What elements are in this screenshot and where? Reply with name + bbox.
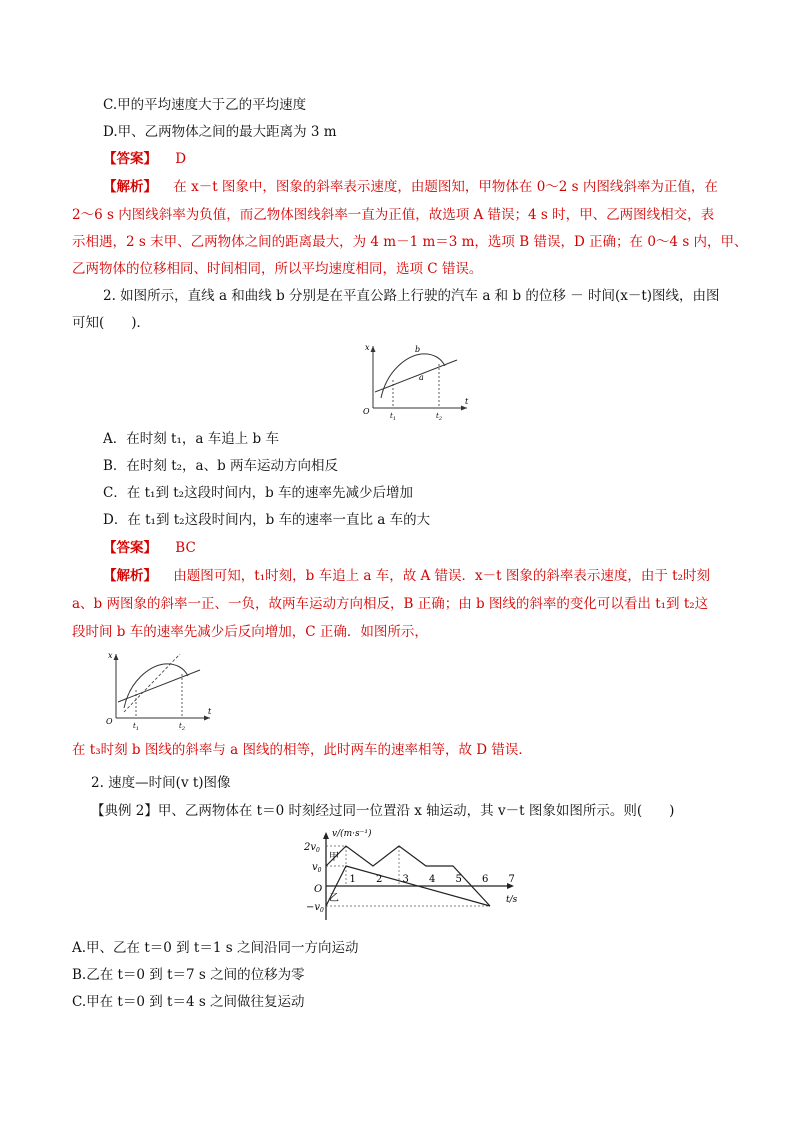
tick-label-t2: $t_2$: [436, 412, 443, 422]
y-tick-v0: $v_0$: [312, 862, 322, 874]
answer-2: [103, 539, 196, 557]
axis-label-x: x: [108, 651, 113, 660]
answer-value: BC: [175, 540, 196, 556]
y-axis-label: v/(m·s⁻¹): [332, 829, 372, 839]
example-2-stem: 【典例 2】甲、乙两物体在 t＝0 时刻经过同一位置沿 x 轴运动，其 v－t 图象如图所示。则( ): [91, 803, 675, 819]
answer-1: [103, 150, 186, 168]
question-2-line-2: 可知( )．: [72, 315, 151, 331]
question-2-line-1: 2. 如图所示，直线 a 和曲线 b 分别是在平直公路上行驶的汽车 a 和 b 的位移 － 时间(x－t)图线，由图: [103, 288, 720, 304]
series-label-yi: 乙: [329, 893, 339, 904]
option-c-text: C.甲的平均速度大于乙的平均速度: [103, 97, 307, 113]
example-2-option-a: A.甲、乙在 t＝0 到 t＝1 s 之间沿同一方向运动: [72, 940, 359, 956]
x-axis-label: t/s: [506, 895, 518, 905]
example-tag: 【典例 2】: [91, 803, 158, 819]
origin-label: O: [106, 717, 113, 726]
option-d: D．在 t₁到 t₂这段时间内，b 车的速率一直比 a 车的大: [103, 512, 431, 528]
section-heading-vt: 2. 速度—时间(v t)图像: [91, 775, 231, 791]
option-c: C．在 t₁到 t₂这段时间内，b 车的速率先减少后增加: [103, 485, 414, 501]
figure-vt-graph: [300, 828, 532, 926]
series-label-jia: 甲: [329, 852, 339, 863]
y-tick-neg-v0: $-v_0$: [306, 902, 324, 914]
axis-label-x: x: [365, 343, 370, 352]
x-tick-2: 2: [376, 874, 383, 885]
answer-tag: 【答案】: [103, 540, 157, 556]
explanation-2-line-1: 【解析】 由题图可知，t₁时刻，b 车追上 a 车，故 A 错误．x－t 图象的斜率表示速度，由于 t₂时刻: [103, 568, 710, 584]
origin-label: O: [363, 407, 370, 416]
explanation-tag: 【解析】: [103, 179, 157, 195]
x-tick-6: 6: [482, 874, 489, 885]
x-tick-7: 7: [508, 874, 515, 885]
y-tick-2v0: $2v_0$: [304, 842, 320, 854]
tick-label-t2: $t_2$: [179, 722, 186, 732]
x-tick-4: 4: [429, 874, 436, 885]
x-tick-labels: [350, 874, 515, 885]
example-2-option-c: C.甲在 t＝0 到 t＝4 s 之间做往复运动: [72, 994, 305, 1010]
curve-label-b: b: [415, 345, 421, 354]
explanation-2-line-3: 段时间 b 车的速率先减少后反向增加，C 正确．如图所示，: [72, 624, 428, 640]
figure-xt-graph: [355, 340, 475, 422]
origin-label: O: [314, 884, 323, 895]
x-tick-1: 1: [349, 874, 356, 885]
x-tick-5: 5: [455, 874, 462, 885]
x-tick-3: 3: [402, 874, 409, 885]
explanation-1-line-4: 乙两物体的位移相同、时间相同，所以平均速度相同，选项 C 错误。: [72, 261, 483, 277]
explanation-2-line-2: a、b 两图象的斜率一正、一负，故两车运动方向相反，B 正确；由 b 图线的斜率的变化可以看出 t₁到 t₂这: [72, 596, 709, 612]
explanation-1-line-3: 示相遇，2 s 末甲、乙两物体之间的距离最大，为 4 m－1 m＝3 m，选项 B 错误，D 正确；在 0～4 s 内，甲、: [72, 234, 748, 250]
option-b: B．在时刻 t₂，a、b 两车运动方向相反: [103, 458, 339, 474]
axis-label-t: t: [465, 397, 469, 406]
line-label-a: a: [419, 373, 424, 382]
tick-label-t1: $t_1$: [133, 722, 140, 732]
tick-label-t1: $t_1$: [390, 412, 397, 422]
explanation-1-line-2: 2～6 s 内图线斜率为负值，而乙物体图线斜率一直为正值，故选项 A 错误；4 s 时，甲、乙两图线相交，表: [72, 207, 715, 223]
figure-xt-graph-tangent: [98, 648, 218, 732]
explanation-tag: 【解析】: [103, 568, 157, 584]
answer-value: D: [175, 151, 187, 167]
example-2-option-b: B.乙在 t＝0 到 t＝7 s 之间的位移为零: [72, 967, 305, 983]
answer-tag: 【答案】: [103, 151, 157, 167]
option-a: A．在时刻 t₁，a 车追上 b 车: [103, 431, 279, 447]
option-d-text: D.甲、乙两物体之间的最大距离为 3 m: [103, 124, 337, 140]
explanation-2-line-4: 在 t₃时刻 b 图线的斜率与 a 图线的相等，此时两车的速率相等，故 D 错误．: [72, 742, 532, 758]
explanation-1-line-1: 【解析】 在 x－t 图象中，图象的斜率表示速度，由题图知，甲物体在 0～2 s 内图线斜率为正值，在: [103, 179, 718, 195]
axis-label-t: t: [208, 707, 212, 716]
